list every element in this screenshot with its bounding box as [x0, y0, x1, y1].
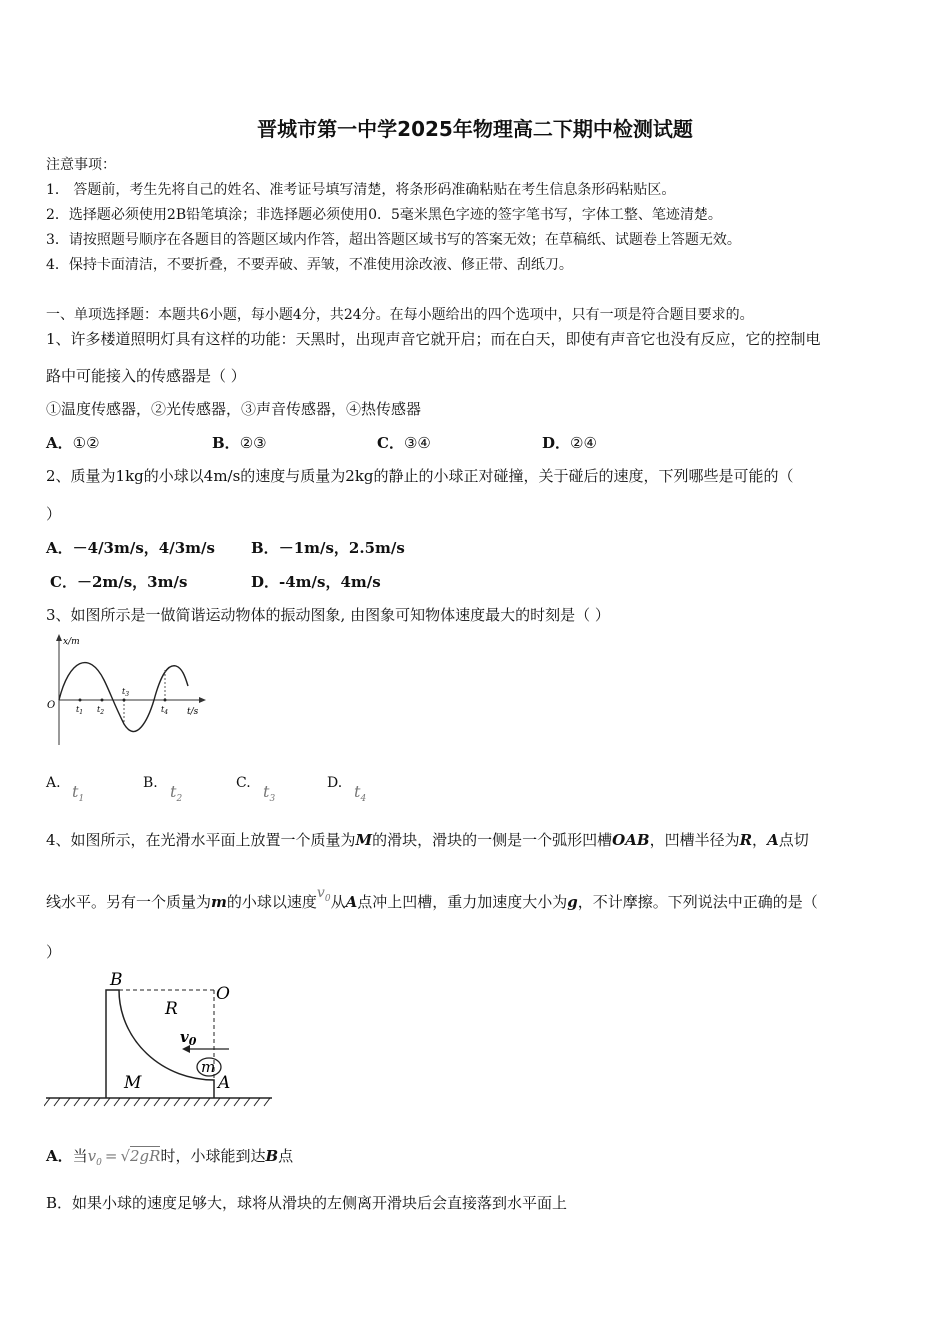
- notice-heading: 注意事项：: [46, 157, 116, 173]
- q2-stem-line2: ）: [46, 505, 62, 523]
- q1-option-c[interactable]: C．③④: [377, 434, 431, 452]
- origin-label: O: [47, 700, 56, 711]
- label-m: m: [201, 1058, 216, 1076]
- q2-option-c[interactable]: C．－2m/s，3m/s: [50, 573, 188, 591]
- q3-stem: 3、如图所示是一做简谐运动物体的振动图象, 由图象可知物体速度最大的时刻是（ ）: [46, 606, 610, 624]
- q2-stem-line1: 2、质量为1kg的小球以4m/s的速度与质量为2kg的静止的小球正对碰撞，关于碰后的速度，下列哪些是可能的（: [46, 467, 794, 485]
- label-R: R: [165, 999, 178, 1019]
- t3-label: $t_3$: [122, 687, 130, 698]
- t4-dot: [164, 699, 167, 702]
- q1-stem-line1: 1、许多楼道照明灯具有这样的功能：天黑时，出现声音它就开启；而在白天，即使有声音它也没有反应，它的控制电: [46, 330, 821, 348]
- t1-label: $t_1$: [76, 705, 84, 716]
- label-v0: $v_0$: [180, 1028, 197, 1048]
- q3-option-a[interactable]: A.: [46, 775, 61, 791]
- notice-item-2: 2．选择题必须使用2B铅笔填涂；非选择题必须使用0．5毫米黑色字迹的签字笔书写，字体工整、笔迹清楚。: [46, 207, 722, 223]
- t4-label: $t_4$: [161, 705, 169, 716]
- t2-label: $t_2$: [97, 705, 105, 716]
- label-O: O: [216, 984, 230, 1004]
- y-axis-label: x/m: [63, 637, 80, 647]
- y-axis-arrow-icon: [56, 634, 62, 641]
- q4-option-a-formula: $v_0 = √2gR$: [87, 1147, 161, 1168]
- q2-option-d[interactable]: D．-4m/s，4m/s: [251, 573, 381, 591]
- q1-option-b[interactable]: B．②③: [212, 434, 267, 452]
- q4-option-b[interactable]: B．如果小球的速度足够大，球将从滑块的左侧离开滑块后会直接落到水平面上: [46, 1194, 568, 1212]
- q4-option-a[interactable]: A．当$v_0 = √2gR$时，小球能到达B点: [46, 1147, 294, 1168]
- q3-option-c[interactable]: C.: [236, 775, 251, 791]
- q4-stem-line3: ）: [46, 943, 62, 961]
- q4-v0-symbol: $v_0$: [316, 885, 331, 904]
- x-axis-arrow-icon: [199, 697, 206, 703]
- q4-stem-line2: 线水平。另有一个质量为m的小球以速度$v_0$从A点冲上凹槽，重力加速度大小为g，不计摩擦。下列说法中正确的是（: [46, 885, 818, 911]
- q3-option-d-value: $t_4$: [354, 782, 367, 805]
- notice-item-1: 1． 答题前，考生先将自己的姓名、准考证号填写清楚，将条形码准确粘贴在考生信息条形码粘贴区。: [46, 182, 676, 198]
- page-title: 晋城市第一中学2025年物理高二下期中检测试题: [257, 117, 693, 141]
- q1-option-d[interactable]: D．②④: [542, 434, 597, 452]
- q3-option-b-value: $t_2$: [170, 782, 183, 805]
- t3-dot: [123, 699, 126, 702]
- slider-block: [106, 990, 214, 1098]
- section-heading: 一、单项选择题：本题共6小题，每小题4分，共24分。在每小题给出的四个选项中，只有一项是符合题目要求的。: [46, 307, 754, 323]
- q3-option-d[interactable]: D.: [327, 775, 343, 791]
- label-M: M: [124, 1073, 142, 1093]
- t1-dot: [79, 699, 82, 702]
- q3-option-c-value: $t_3$: [263, 782, 276, 805]
- notice-item-4: 4．保持卡面清洁，不要折叠，不要弄破、弄皱，不准使用涂改液、修正带、刮纸刀。: [46, 257, 573, 273]
- q1-option-a[interactable]: A．①②: [46, 434, 100, 452]
- label-B: B: [110, 970, 123, 990]
- t2-dot: [101, 699, 104, 702]
- q2-option-a[interactable]: A．－4/3m/s，4/3m/s: [46, 539, 215, 557]
- label-A: A: [218, 1073, 231, 1093]
- ground-hatching: [44, 1098, 270, 1106]
- q4-slider-figure: [44, 964, 276, 1110]
- q3-option-a-value: $t_1$: [72, 782, 85, 805]
- q1-stem-line2: 路中可能接入的传感器是（ ）: [46, 367, 246, 385]
- q3-option-b[interactable]: B.: [143, 775, 158, 791]
- q1-sensor-list: ①温度传感器，②光传感器，③声音传感器，④热传感器: [46, 400, 422, 418]
- q4-stem-line1: 4、如图所示，在光滑水平面上放置一个质量为M的滑块，滑块的一侧是一个弧形凹槽OAB，凹槽半径为R，A点切: [46, 831, 809, 849]
- notice-item-3: 3．请按照题号顺序在各题目的答题区域内作答，超出答题区域书写的答案无效；在草稿纸、试题卷上答题无效。: [46, 232, 741, 248]
- x-axis-label: t/s: [187, 707, 199, 717]
- q3-vibration-graph: [44, 630, 214, 750]
- q2-option-b[interactable]: B．－1m/s，2.5m/s: [251, 539, 405, 557]
